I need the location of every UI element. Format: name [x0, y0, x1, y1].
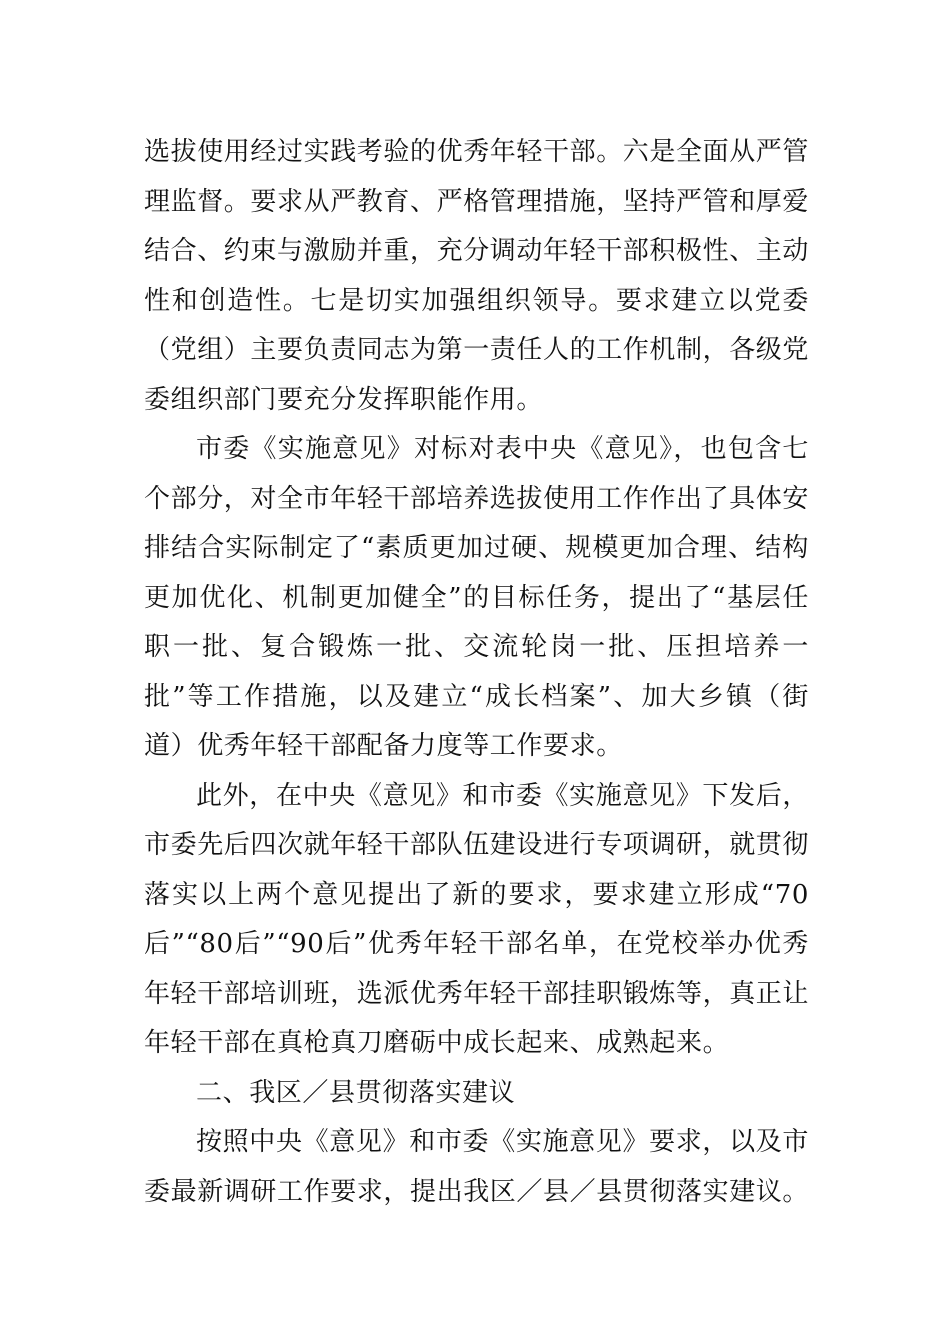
- paragraph-additional-requirements: 此外，在中央《意见》和市委《实施意见》下发后，市委先后四次就年轻干部队伍建设进行专项调研，就贯彻落实以上两个意见提出了新的要求，要求建立形成“70后”“80后”“90后”优秀年轻干部名单，在党校举办优秀年轻干部培训班，选派优秀年轻干部挂职锻炼等，真正让年轻干部在真枪真刀磨砺中成长起来、成熟起来。: [144, 780, 810, 1058]
- paragraph-continuation: 选拔使用经过实践考验的优秀年轻干部。六是全面从严管理监督。要求从严教育、严格管理措施，坚持严管和厚爱结合、约束与激励并重，充分调动年轻干部积极性、主动性和创造性。七是切实加强组织领导。要求建立以党委（党组）主要负责同志为第一责任人的工作机制，各级党委组织部门要充分发挥职能作用。: [144, 137, 810, 415]
- section-heading: 二、我区／县贯彻落实建议: [196, 1077, 516, 1108]
- document-body: [144, 128, 809, 1217]
- paragraph-city-implementation: 市委《实施意见》对标对表中央《意见》，也包含七个部分，对全市年轻干部培养选拔使用工作作出了具体安排结合实际制定了“素质更加过硬、规模更加合理、结构更加优化、机制更加健全”的目标任务，提出了“基层任职一批、复合锻炼一批、交流轮岗一批、压担培养一批”等工作措施，以及建立“成长档案”、加大乡镇（街道）优秀年轻干部配备力度等工作要求。: [144, 434, 810, 761]
- paragraph-recommendations-intro: 按照中央《意见》和市委《实施意见》要求，以及市委最新调研工作要求，提出我区／县／县贯彻落实建议。: [144, 1127, 810, 1207]
